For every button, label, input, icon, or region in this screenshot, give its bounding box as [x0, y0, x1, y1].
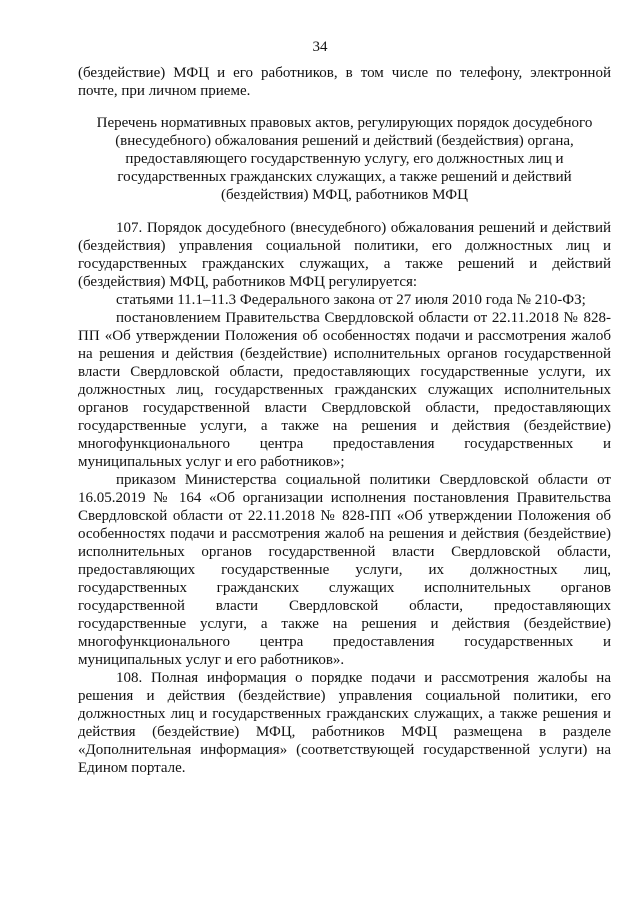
paragraph-107: 107. Порядок досудебного (внесудебного) обжалования решений и действий (бездействия) управления социальной политики, его должностных лиц и государственных гражданских служащих, а также решений и действий (бездействия) МФЦ, работников МФЦ регулируется:: [78, 220, 611, 290]
section-heading-text: Перечень нормативных правовых актов, регулирующих порядок досудебного (внесудебного) обжалования решений и действий (бездействия) органа, предоставляющего государственную услугу, его должностных лиц и государственных гражданских служащих, а также решений и действий (бездействия) МФЦ, работников МФЦ: [96, 115, 593, 203]
page-number: 34: [312, 39, 328, 55]
section-heading: [92, 114, 597, 204]
paragraph-ministry-order: приказом Министерства социальной политики Свердловской области от 16.05.2019 № 164 «Об организации исполнения постановления Правительства Свердловской области от 22.11.2018 № 828-ПП «Об утверждении Положения об особенностях подачи и рассмотрения жалоб на решения и действия (бездействие) исполнительных органов государственной власти Свердловской области, предоставляющих государственные услуги, их должностных лиц, государственных гражданских служащих исполнительных органов государственной власти Свердловской области, предоставляющих государственные услуги, а также на решения и действия (бездействие) многофункционального центра предоставления государственных и муниципальных услуг и его работников».: [78, 472, 611, 668]
paragraph-108: 108. Полная информация о порядке подачи и рассмотрения жалобы на решения и действия (бездействие) управления социальной политики, его должностных лиц и государственных гражданских служащих, а также решения и действия (бездействие) МФЦ, работников МФЦ размещена в разделе «Дополнительная информация» (соответствующей государственной услуги) на Едином портале.: [78, 670, 611, 776]
intro-text: (бездействие) МФЦ и его работников, в том числе по телефону, электронной почте, при личном приеме.: [78, 65, 611, 99]
intro-paragraph: [78, 64, 611, 100]
paragraph-federal-law: статьями 11.1–11.3 Федерального закона от 27 июля 2010 года № 210-ФЗ;: [116, 292, 586, 308]
paragraph-government-resolution: постановлением Правительства Свердловской области от 22.11.2018 № 828-ПП «Об утверждении Положения об особенностях подачи и рассмотрения жалоб на решения и действия (бездействие) исполнительных органов государственной власти Свердловской области, предоставляющих государственные услуги, их должностных лиц, государственных гражданских служащих исполнительных органов государственной власти Свердловской области, предоставляющих государственные услуги, а также на решения и действия (бездействие) многофункционального центра предоставления государственных и муниципальных услуг и его работников»;: [78, 310, 611, 470]
document-body: [78, 219, 611, 777]
